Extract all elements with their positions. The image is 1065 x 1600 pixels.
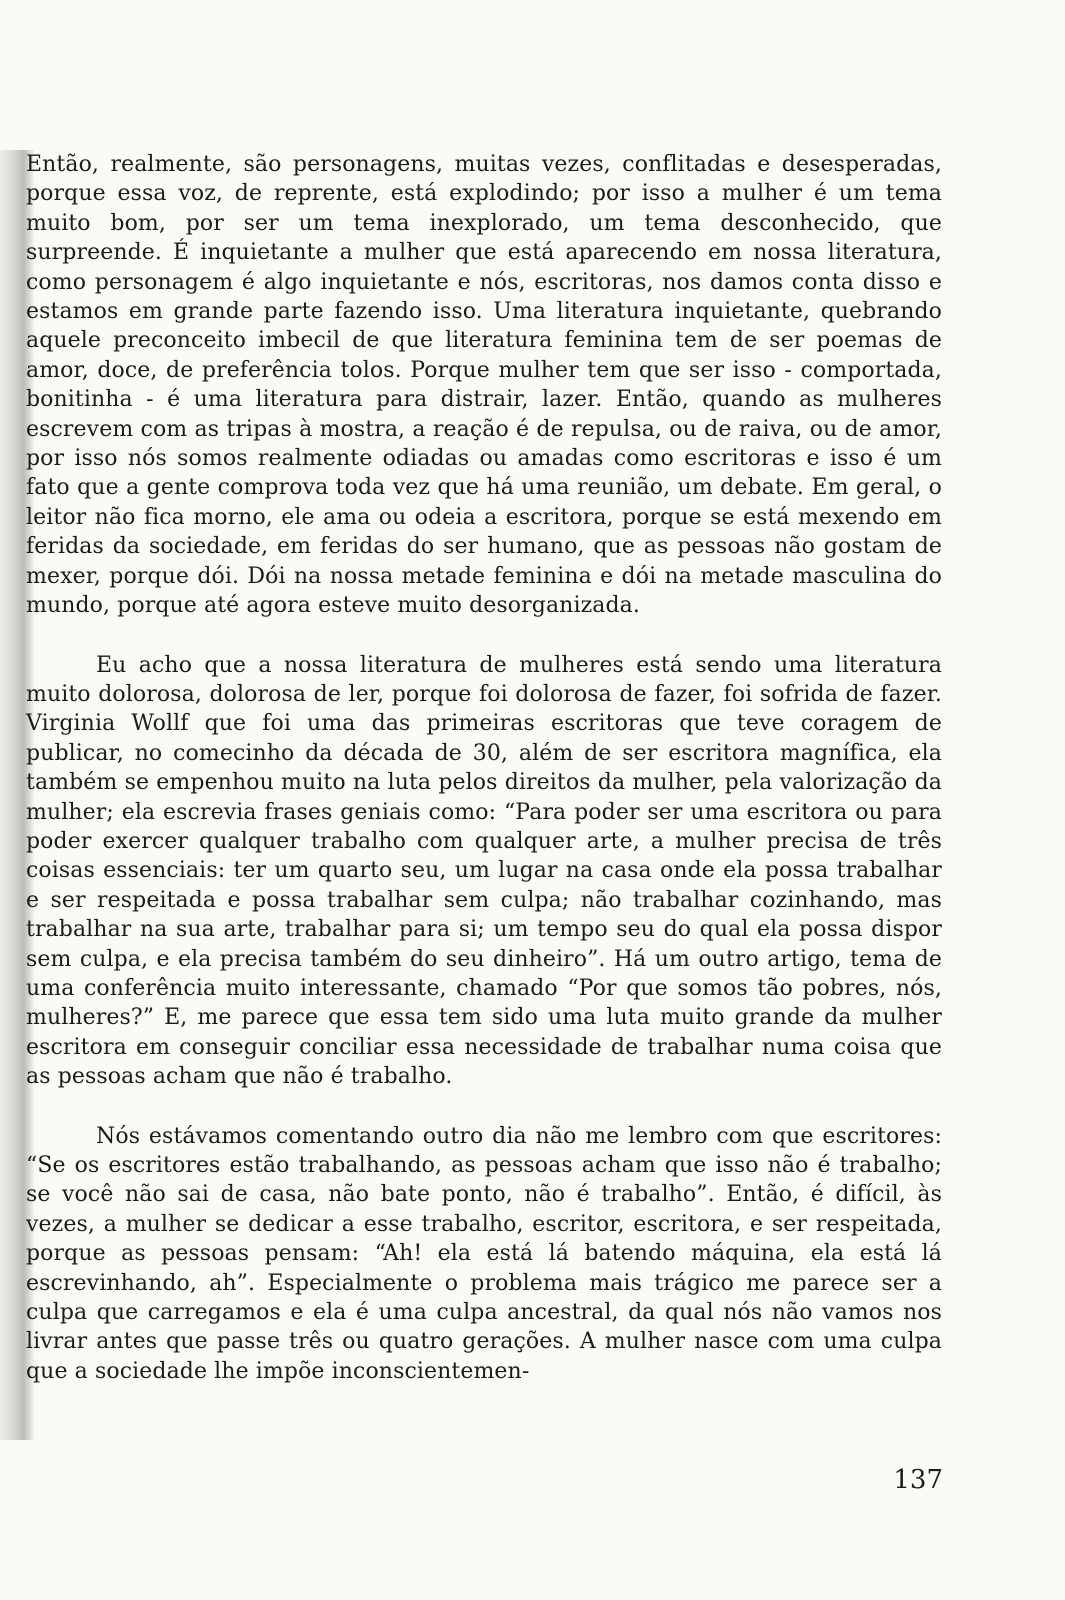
paragraph-2: Eu acho que a nossa literatura de mulheres está sendo uma literatura muito dolorosa, dolorosa de ler, porque foi dolorosa de fazer, foi sofrida de fazer. Virginia Wollf que foi uma das primeiras escritoras que teve coragem de publicar, no comecinho da década de 30, além de ser escritora magnífica, ela também se empenhou muito na luta pelos direitos da mulher, pela valorização da mulher; ela escrevia frases geniais como: “Para poder ser uma escritora ou para poder exercer qualquer trabalho com qualquer arte, a mulher precisa de três coisas essenciais: ter um quarto seu, um lugar na casa onde ela possa trabalhar e ser respeitada e possa trabalhar sem culpa; não trabalhar cozinhando, mas trabalhar na sua arte, trabalhar para si; um tempo seu do qual ela possa dispor sem culpa, e ela precisa também do seu dinheiro”. Há um outro artigo, tema de uma conferência muito interessante, chamado “Por que somos tão pobres, nós, mulheres?” E, me parece que essa tem sido uma luta muito grande da mulher escritora em conseguir conciliar essa necessidade de trabalhar numa coisa que as pessoas acham que não é trabalho. — [26, 652, 942, 1090]
page-text-block — [26, 150, 942, 1386]
page-number: 137 — [893, 1465, 943, 1495]
paragraph-3: Nós estávamos comentando outro dia não me lembro com que escritores: “Se os escritores estão trabalhando, as pessoas acham que isso não é trabalho; se você não sai de casa, não bate ponto, não é trabalho”. Então, é difícil, às vezes, a mulher se dedicar a esse trabalho, escritor, escritora, e ser respeitada, porque as pessoas pensam: “Ah! ela está lá batendo máquina, ela está lá escrevinhando, ah”. Especialmente o problema mais trágico me parece ser a culpa que carregamos e ela é uma culpa ancestral, da qual nós não vamos nos livrar antes que passe três ou quatro gerações. A mulher nasce com uma culpa que a sociedade lhe impõe inconscientemen- — [26, 1123, 942, 1384]
paragraph-1: Então, realmente, são personagens, muitas vezes, conflitadas e desesperadas, porque essa voz, de reprente, está explodindo; por isso a mulher é um tema muito bom, por ser um tema inexplorado, um tema desconhecido, que surpreende. É inquietante a mulher que está aparecendo em nossa literatura, como personagem é algo inquietante e nós, escritoras, nos damos conta disso e estamos em grande parte fazendo isso. Uma literatura inquietante, quebrando aquele preconceito imbecil de que literatura feminina tem de ser poemas de amor, doce, de preferência tolos. Porque mulher tem que ser isso - comportada, bonitinha - é uma literatura para distrair, lazer. Então, quando as mulheres escrevem com as tripas à mostra, a reação é de repulsa, ou de raiva, ou de amor, por isso nós somos realmente odiadas ou amadas como escritoras e isso é um fato que a gente comprova toda vez que há uma reunião, um debate. Em geral, o leitor não fica morno, ele ama ou odeia a escritora, porque se está mexendo em feridas da sociedade, em feridas do ser humano, que as pessoas não gostam de mexer, porque dói. Dói na nossa metade feminina e dói na metade masculina do mundo, porque até agora esteve muito desorganizada. — [26, 152, 942, 619]
